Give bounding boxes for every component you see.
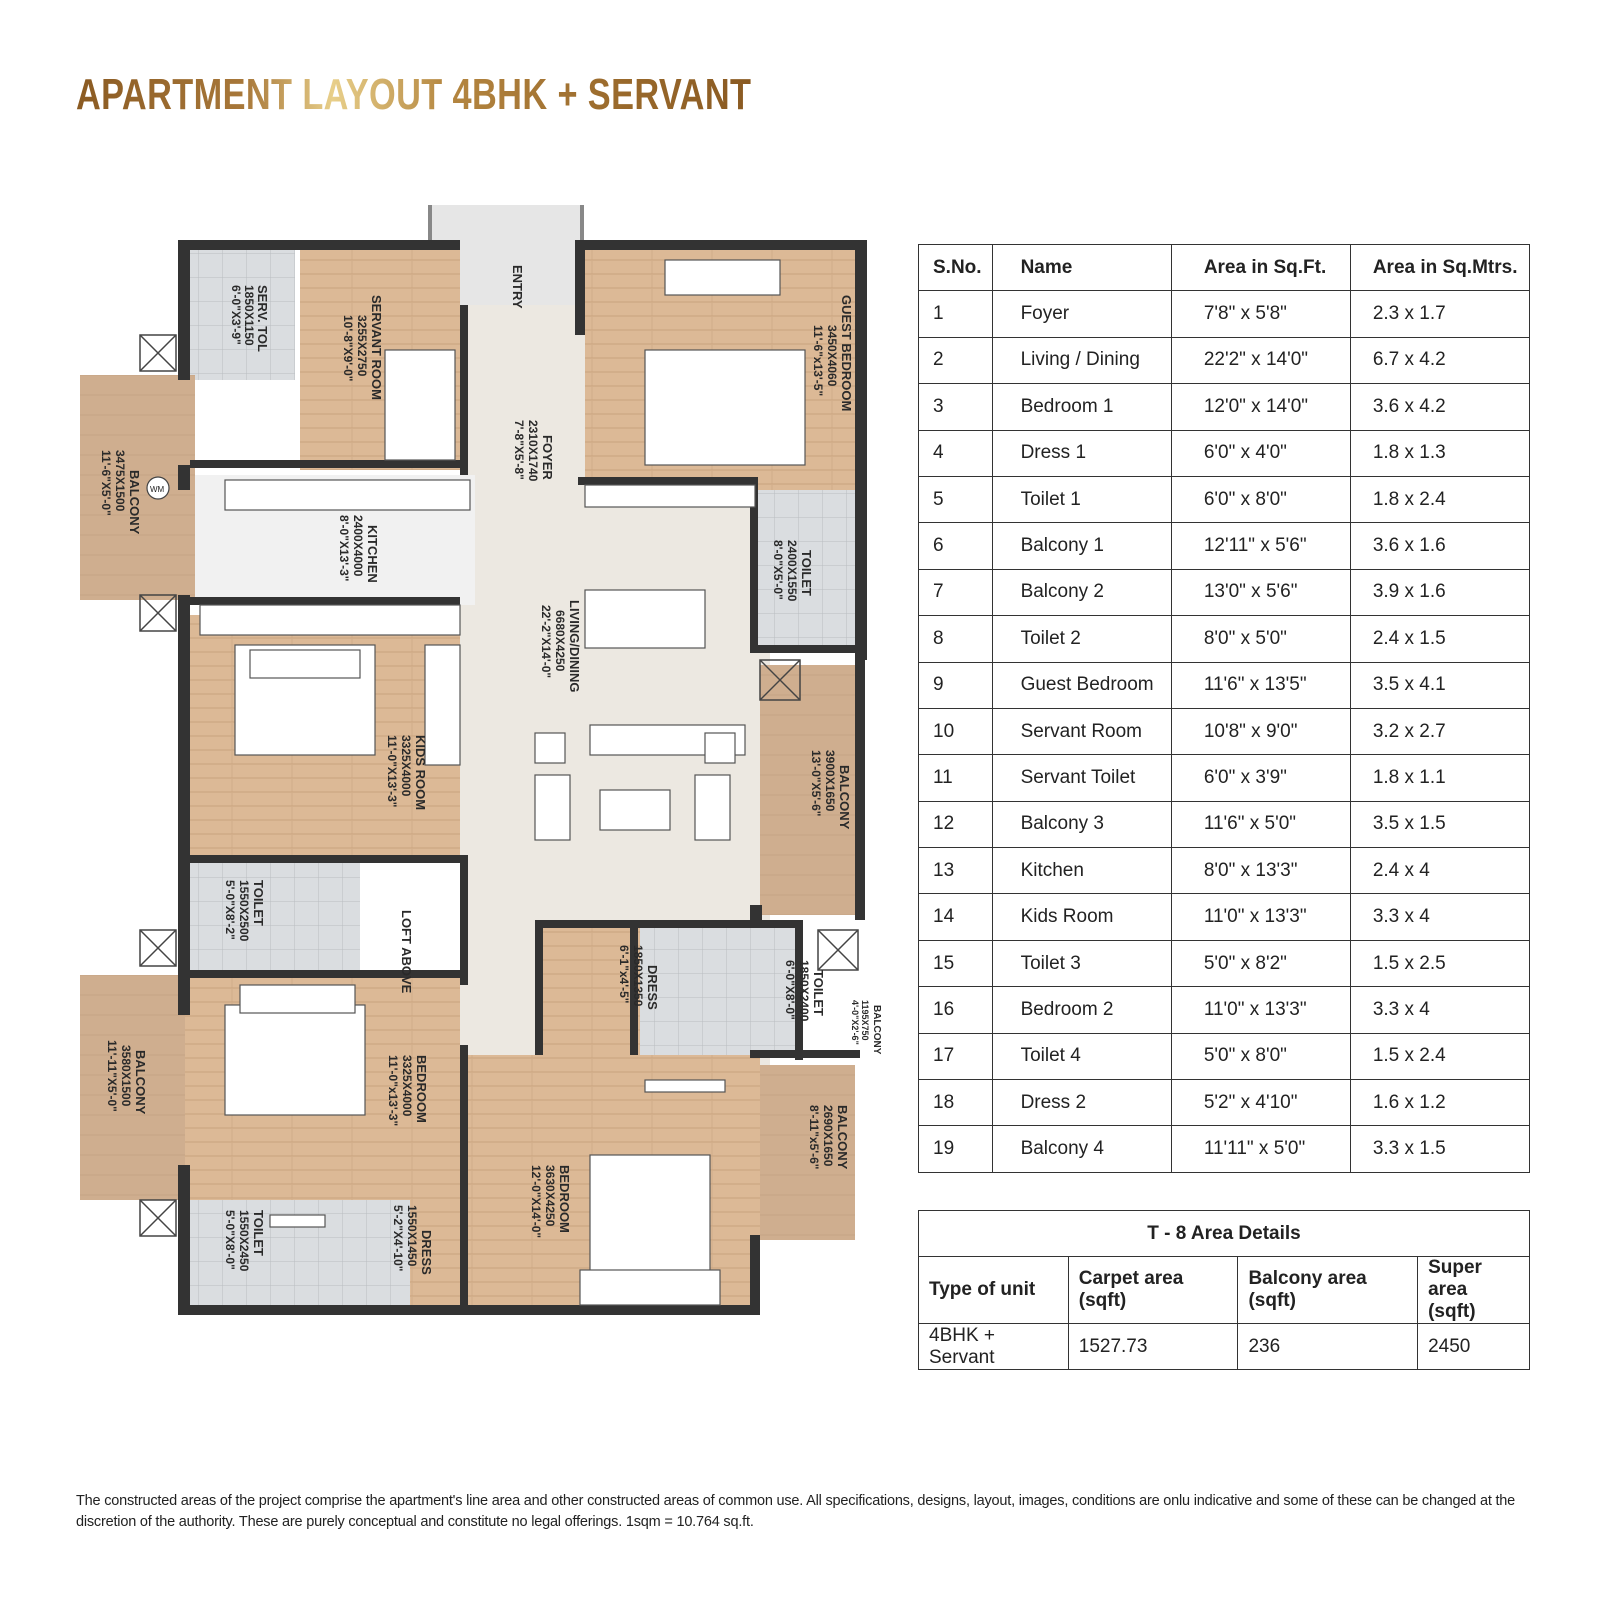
room-dims-imp-balcony-2: 13'-0"X5'-6" (809, 750, 823, 817)
room-dims-balcony-3: 3475X1500 (113, 450, 127, 512)
room-dims-balcony-2: 3900X1650 (823, 750, 837, 812)
room-dims-imp-toilet-4: 5'-0"X8'-0" (223, 1210, 237, 1270)
table-row: 18 Dress 2 5'2" x 4'10" 1.6 x 1.2 (919, 1080, 1530, 1126)
table-row: 4 Dress 1 6'0" x 4'0" 1.8 x 1.3 (919, 430, 1530, 476)
room-label-loft-above: LOFT ABOVE (399, 910, 414, 994)
header-area-sqm: Area in Sq.Mtrs. (1350, 245, 1529, 291)
room-dims-servant-room: 3255X2750 (355, 315, 369, 377)
room-label-balcony-4: BALCONY (133, 1050, 148, 1115)
room-dims-imp-balcony-small: 4'-0"X2'-6" (850, 1000, 860, 1045)
room-dims-imp-toilet-3: 5'-0"X8'-2" (223, 880, 237, 940)
room-label-servant-room: SERVANT ROOM (369, 295, 384, 400)
room-dims-imp-kitchen: 8'-0"X13'-3" (337, 515, 351, 582)
room-dims-toilet-3: 1550X2500 (237, 880, 251, 942)
header-area-sqft: Area in Sq.Ft. (1171, 245, 1350, 291)
room-label-balcony-small: BALCONY (871, 1005, 882, 1055)
room-label-balcony-1: BALCONY (835, 1105, 850, 1170)
table-row: 6 Balcony 1 12'11" x 5'6" 3.6 x 1.6 (919, 523, 1530, 569)
room-dims-balcony-4: 3580X1500 (119, 1045, 133, 1107)
room-dims-imp-serv-tol: 6'-0"X3'-9" (229, 285, 243, 345)
room-label-bedroom-2: BEDROOM (414, 1055, 429, 1123)
table-row: 7 Balcony 2 13'0" x 5'6" 3.9 x 1.6 (919, 569, 1530, 615)
room-dims-imp-bedroom-1: 12'-0"X14'-0" (529, 1165, 543, 1239)
room-label-bedroom-1: BEDROOM (557, 1165, 572, 1233)
table-row: 11 Servant Toilet 6'0" x 3'9" 1.8 x 1.1 (919, 755, 1530, 801)
table-row: 2 Living / Dining 22'2" x 14'0" 6.7 x 4.2 (919, 337, 1530, 383)
table-row: 17 Toilet 4 5'0" x 8'0" 1.5 x 2.4 (919, 1033, 1530, 1079)
table-row: 1 Foyer 7'8" x 5'8" 2.3 x 1.7 (919, 291, 1530, 337)
area-details-table (918, 1210, 1530, 1370)
room-dims-imp-dress-1: 6'-1"x4'-5" (617, 945, 631, 1004)
area-details-caption: T - 8 Area Details (919, 1211, 1530, 1257)
table-row (919, 1324, 1530, 1370)
room-label-guest-bedroom: GUEST BEDROOM (839, 295, 854, 412)
table-row: 13 Kitchen 8'0" x 13'3" 2.4 x 4 (919, 848, 1530, 894)
room-label-balcony-2: BALCONY (837, 765, 852, 830)
room-dims-bedroom-2: 3325X4000 (400, 1055, 414, 1117)
room-dims-imp-guest-bedroom: 11'-6"x13'-5" (811, 325, 825, 397)
washing-machine-icon (147, 477, 169, 499)
balcony-area-value: 236 (1238, 1324, 1418, 1370)
room-dims-toilet-1: 1850X2400 (797, 960, 811, 1022)
table-row: 5 Toilet 1 6'0" x 8'0" 1.8 x 2.4 (919, 476, 1530, 522)
table-row: 14 Kids Room 11'0" x 13'3" 3.3 x 4 (919, 894, 1530, 940)
toilet-1-floor (640, 925, 800, 1055)
table-row: 12 Balcony 3 11'6" x 5'0" 3.5 x 1.5 (919, 801, 1530, 847)
table-row: 8 Toilet 2 8'0" x 5'0" 2.4 x 1.5 (919, 616, 1530, 662)
room-dims-toilet-4: 1550X2450 (237, 1210, 251, 1272)
room-dims-living-dining: 6680X4250 (553, 610, 567, 672)
room-label-balcony-3: BALCONY (127, 470, 142, 535)
room-label-serv-tol: SERV. TOL (255, 285, 270, 352)
room-dims-serv-tol: 1850X1150 (242, 285, 256, 346)
room-dims-imp-dress-2: 5'-2"X4'-10" (391, 1205, 405, 1272)
room-dims-dress-2: 1550X1450 (405, 1205, 419, 1267)
room-dims-imp-balcony-4: 11'-11"X5'-0" (105, 1040, 119, 1112)
table-row: 3 Bedroom 1 12'0" x 14'0" 3.6 x 4.2 (919, 384, 1530, 430)
area-table-header (919, 245, 1530, 291)
room-dims-imp-balcony-1: 8'-11"x5'-6" (807, 1105, 821, 1170)
room-dims-foyer: 2310X1740 (526, 420, 540, 482)
table-row: 10 Servant Room 10'8" x 9'0" 3.2 x 2.7 (919, 708, 1530, 754)
room-label-dress-1: DRESS (645, 965, 660, 1010)
page-title: APARTMENT LAYOUT 4BHK + SERVANT (76, 70, 752, 119)
washing-machine-label: WM (150, 485, 165, 494)
table-row: 15 Toilet 3 5'0" x 8'2" 1.5 x 2.5 (919, 940, 1530, 986)
room-dims-kitchen: 2400X4000 (351, 515, 365, 577)
table-row: 19 Balcony 4 11'11" x 5'0" 3.3 x 1.5 (919, 1126, 1530, 1172)
room-label-kitchen: KITCHEN (365, 525, 380, 583)
room-label-entry: ENTRY (510, 265, 525, 309)
room-dims-imp-living-dining: 22'-2"X14'-0" (539, 605, 553, 679)
room-dims-bedroom-1: 3630X4250 (543, 1165, 557, 1227)
room-label-toilet-2: TOILET (799, 550, 814, 596)
area-table (918, 244, 1530, 1173)
room-label-toilet-4: TOILET (251, 1210, 266, 1256)
room-dims-imp-bedroom-2: 11'-0"x13'-3" (386, 1055, 400, 1127)
header-super-area: Super area (sqft) (1418, 1257, 1530, 1324)
room-dims-dress-1: 1850X1350 (631, 945, 645, 1007)
room-dims-balcony-small: 1195X750 (860, 1000, 870, 1041)
toilet-3-floor (185, 860, 360, 970)
header-sno: S.No. (919, 245, 993, 291)
header-type-of-unit: Type of unit (919, 1257, 1069, 1324)
room-dims-imp-toilet-1: 6'-0"X8'-0" (783, 960, 797, 1020)
room-dims-toilet-2: 2400X1550 (785, 540, 799, 602)
super-area-value: 2450 (1418, 1324, 1530, 1370)
disclaimer-text: The constructed areas of the project comprise the apartment's line area and other constructed areas of common use. All specifications, designs, layout, images, conditions are onlu indicative and some of these can be changed at the discretion of the authority. These are purely conceptual and constitute no legal offerings. 1sqm = 10.764 sq.ft. (76, 1493, 1516, 1530)
room-label-toilet-1: TOILET (811, 970, 826, 1016)
header-name: Name (992, 245, 1171, 291)
table-row: 16 Bedroom 2 11'0" x 13'3" 3.3 x 4 (919, 987, 1530, 1033)
room-label-dress-2: DRESS (419, 1230, 434, 1275)
room-label-foyer: FOYER (540, 435, 555, 480)
unit-type-value: 4BHK + Servant (919, 1324, 1069, 1370)
header-carpet-area: Carpet area (sqft) (1068, 1257, 1238, 1324)
room-dims-imp-servant-room: 10'-8"X9'-0" (341, 315, 355, 382)
table-row: 9 Guest Bedroom 11'6" x 13'5" 3.5 x 4.1 (919, 662, 1530, 708)
room-dims-kids-room: 3325X4000 (399, 735, 413, 797)
room-dims-guest-bedroom: 3450X4060 (825, 325, 839, 387)
header-balcony-area: Balcony area (sqft) (1238, 1257, 1418, 1324)
room-label-kids-room: KIDS ROOM (413, 735, 428, 811)
room-label-toilet-3: TOILET (251, 880, 266, 926)
room-dims-imp-foyer: 7'-8"X5'-8" (512, 420, 526, 480)
room-dims-imp-kids-room: 11'-0"X13'-3" (385, 735, 399, 808)
room-dims-imp-toilet-2: 8'-0"X5'-0" (771, 540, 785, 600)
carpet-area-value: 1527.73 (1068, 1324, 1238, 1370)
room-dims-imp-balcony-3: 11'-6"X5'-0" (99, 450, 113, 516)
floor-plan (30, 205, 882, 1325)
room-dims-balcony-1: 2690X1650 (821, 1105, 835, 1167)
room-label-living-dining: LIVING/DINING (567, 600, 582, 693)
